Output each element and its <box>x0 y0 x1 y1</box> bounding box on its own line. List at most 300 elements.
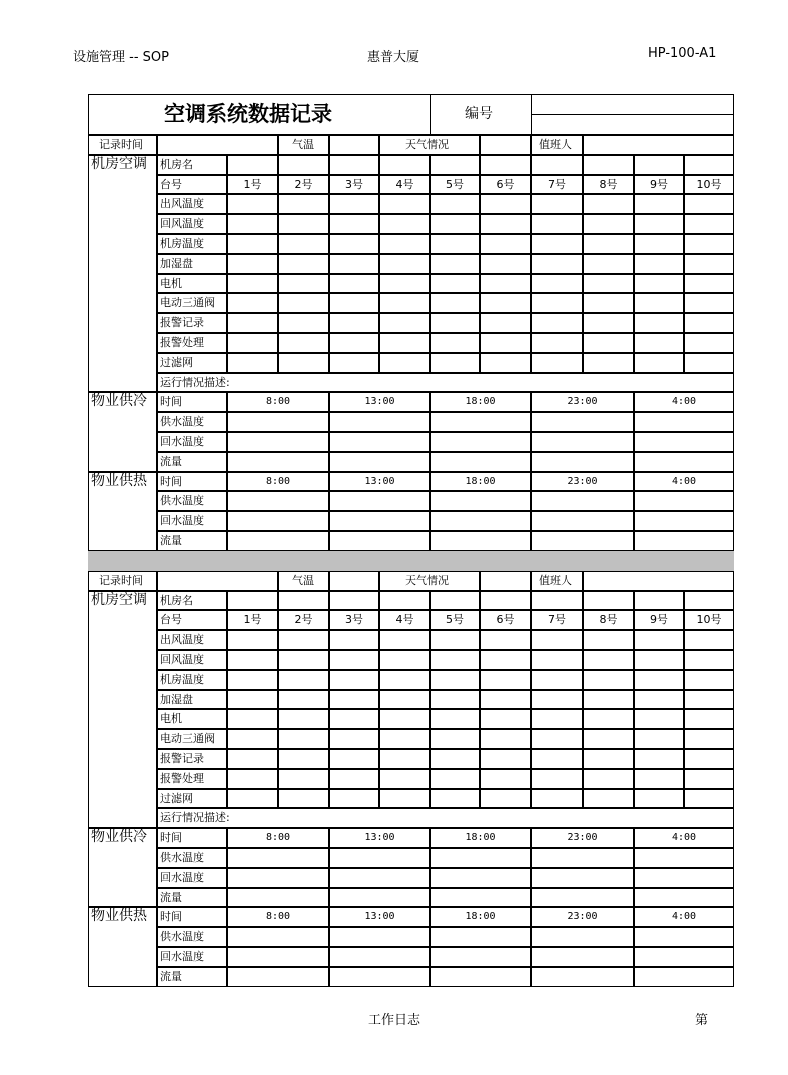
param-value-cell[interactable] <box>684 650 734 670</box>
cooling-value-cell[interactable] <box>634 452 734 472</box>
param-value-cell[interactable] <box>531 274 583 294</box>
heating-value-cell[interactable] <box>329 511 430 531</box>
param-value-cell[interactable] <box>227 214 278 234</box>
param-value-cell[interactable] <box>684 313 734 333</box>
heating-value-cell[interactable] <box>430 927 531 947</box>
cooling-value-cell[interactable] <box>531 848 634 868</box>
param-value-cell[interactable] <box>430 729 480 749</box>
cooling-value-cell[interactable] <box>329 868 430 888</box>
param-value-cell[interactable] <box>227 313 278 333</box>
param-value-cell[interactable] <box>379 670 430 690</box>
heating-value-cell[interactable] <box>329 947 430 967</box>
param-value-cell[interactable] <box>278 729 329 749</box>
param-value-cell[interactable] <box>583 234 634 254</box>
param-value-cell[interactable] <box>227 194 278 214</box>
param-label-5: 电机 <box>160 712 182 726</box>
param-value-cell[interactable] <box>634 194 684 214</box>
param-value-cell[interactable] <box>531 670 583 690</box>
cooling-value-cell[interactable] <box>634 888 734 908</box>
footer-center: 工作日志 <box>368 1013 421 1028</box>
room-name-value-9[interactable] <box>634 591 684 611</box>
unit-header-9: 9号 <box>650 613 668 627</box>
code-value-bottom[interactable] <box>531 114 734 135</box>
cooling-value-cell[interactable] <box>531 452 634 472</box>
room-name-value-6[interactable] <box>480 155 531 175</box>
cooling-value-cell[interactable] <box>329 888 430 908</box>
heating-value-cell[interactable] <box>634 927 734 947</box>
param-value-cell[interactable] <box>329 690 379 710</box>
param-value-cell[interactable] <box>583 670 634 690</box>
param-value-cell[interactable] <box>430 313 480 333</box>
param-value-cell[interactable] <box>278 214 329 234</box>
unit-label: 台号 <box>160 613 182 627</box>
cooling-value-cell[interactable] <box>227 452 329 472</box>
room-name-value-9[interactable] <box>634 155 684 175</box>
param-value-cell[interactable] <box>379 789 430 809</box>
param-value-cell[interactable] <box>583 690 634 710</box>
param-value-cell[interactable] <box>480 293 531 313</box>
cooling-value-cell[interactable] <box>430 452 531 472</box>
param-value-cell[interactable] <box>227 769 278 789</box>
cooling-value-cell[interactable] <box>430 432 531 452</box>
param-value-cell[interactable] <box>531 709 583 729</box>
param-value-cell[interactable] <box>480 234 531 254</box>
unit-header-8: 8号 <box>599 177 618 191</box>
param-value-cell[interactable] <box>684 333 734 353</box>
param-value-cell[interactable] <box>227 293 278 313</box>
param-value-cell[interactable] <box>583 333 634 353</box>
room-name-value-3[interactable] <box>329 591 379 611</box>
param-value-cell[interactable] <box>329 769 379 789</box>
param-label-4: 加湿盘 <box>160 692 193 706</box>
param-value-cell[interactable] <box>379 214 430 234</box>
param-value-cell[interactable] <box>583 254 634 274</box>
heating-value-cell[interactable] <box>430 947 531 967</box>
param-value-cell[interactable] <box>278 254 329 274</box>
cooling-value-cell[interactable] <box>227 868 329 888</box>
param-value-cell[interactable] <box>684 214 734 234</box>
param-value-cell[interactable] <box>329 274 379 294</box>
room-name-value-1[interactable] <box>227 155 278 175</box>
info-value-cell[interactable] <box>583 571 734 591</box>
heating-value-cell[interactable] <box>531 511 634 531</box>
param-value-cell[interactable] <box>227 690 278 710</box>
heating-value-cell[interactable] <box>227 511 329 531</box>
param-value-cell[interactable] <box>329 234 379 254</box>
param-value-cell[interactable] <box>480 353 531 373</box>
code-value-top[interactable] <box>531 94 734 115</box>
param-value-cell[interactable] <box>430 690 480 710</box>
param-value-cell[interactable] <box>227 789 278 809</box>
info-value-cell[interactable] <box>583 135 734 155</box>
param-value-cell[interactable] <box>634 789 684 809</box>
heating-time-5: 4:00 <box>671 911 697 923</box>
param-value-cell[interactable] <box>531 749 583 769</box>
param-value-cell[interactable] <box>278 353 329 373</box>
param-value-cell[interactable] <box>379 769 430 789</box>
param-value-cell[interactable] <box>430 274 480 294</box>
cooling-value-cell[interactable] <box>227 432 329 452</box>
param-value-cell[interactable] <box>531 234 583 254</box>
param-value-cell[interactable] <box>480 650 531 670</box>
heating-value-cell[interactable] <box>634 531 734 551</box>
param-value-cell[interactable] <box>227 670 278 690</box>
record-time-label: 记录时间 <box>99 573 143 587</box>
heating-value-cell[interactable] <box>634 511 734 531</box>
param-value-cell[interactable] <box>684 769 734 789</box>
room-name-value-5[interactable] <box>430 155 480 175</box>
param-value-cell[interactable] <box>430 254 480 274</box>
room-name-value-4[interactable] <box>379 155 430 175</box>
cooling-value-cell[interactable] <box>634 848 734 868</box>
param-value-cell[interactable] <box>379 313 430 333</box>
heating-value-cell[interactable] <box>227 927 329 947</box>
heating-value-cell[interactable] <box>531 947 634 967</box>
cooling-time-4: 23:00 <box>567 396 598 408</box>
heating-value-cell[interactable] <box>227 967 329 987</box>
param-value-cell[interactable] <box>227 353 278 373</box>
param-value-cell[interactable] <box>634 353 684 373</box>
info-value-cell[interactable] <box>329 571 379 591</box>
heating-value-cell[interactable] <box>430 511 531 531</box>
param-value-cell[interactable] <box>278 670 329 690</box>
param-value-cell[interactable] <box>684 254 734 274</box>
param-value-cell[interactable] <box>329 670 379 690</box>
param-value-cell[interactable] <box>379 650 430 670</box>
param-value-cell[interactable] <box>531 650 583 670</box>
param-value-cell[interactable] <box>379 353 430 373</box>
param-value-cell[interactable] <box>480 789 531 809</box>
param-value-cell[interactable] <box>379 293 430 313</box>
param-value-cell[interactable] <box>634 709 684 729</box>
heating-value-cell[interactable] <box>634 491 734 511</box>
param-value-cell[interactable] <box>329 749 379 769</box>
param-value-cell[interactable] <box>684 690 734 710</box>
temperature-label: 气温 <box>292 138 314 151</box>
param-value-cell[interactable] <box>227 650 278 670</box>
param-value-cell[interactable] <box>430 749 480 769</box>
cooling-value-cell[interactable] <box>329 432 430 452</box>
cooling-value-cell[interactable] <box>430 412 531 432</box>
param-value-cell[interactable] <box>583 313 634 333</box>
param-value-cell[interactable] <box>379 630 430 650</box>
heating-value-cell[interactable] <box>531 531 634 551</box>
param-value-cell[interactable] <box>278 274 329 294</box>
heating-value-cell[interactable] <box>329 491 430 511</box>
footer-right: 第 <box>695 1013 709 1028</box>
info-value-cell[interactable] <box>157 135 278 155</box>
param-value-cell[interactable] <box>379 274 430 294</box>
param-value-cell[interactable] <box>634 293 684 313</box>
param-value-cell[interactable] <box>684 749 734 769</box>
cooling-value-cell[interactable] <box>531 432 634 452</box>
param-value-cell[interactable] <box>634 630 684 650</box>
param-value-cell[interactable] <box>684 274 734 294</box>
param-value-cell[interactable] <box>227 749 278 769</box>
cooling-time-5: 4:00 <box>671 396 697 408</box>
param-value-cell[interactable] <box>329 254 379 274</box>
cooling-value-cell[interactable] <box>430 848 531 868</box>
header-left: 设施管理 -- SOP <box>73 50 169 65</box>
param-value-cell[interactable] <box>531 690 583 710</box>
heating-value-cell[interactable] <box>430 531 531 551</box>
param-value-cell[interactable] <box>480 749 531 769</box>
cooling-row-label-3: 流量 <box>160 454 182 468</box>
param-value-cell[interactable] <box>583 214 634 234</box>
cooling-time-1: 8:00 <box>265 832 291 844</box>
cooling-value-cell[interactable] <box>227 848 329 868</box>
param-value-cell[interactable] <box>430 194 480 214</box>
param-value-cell[interactable] <box>634 769 684 789</box>
room-name-value-10[interactable] <box>684 591 734 611</box>
param-value-cell[interactable] <box>684 670 734 690</box>
on-duty-label: 值班人 <box>539 573 572 587</box>
param-value-cell[interactable] <box>430 214 480 234</box>
heating-row-label-3: 流量 <box>160 969 182 983</box>
param-value-cell[interactable] <box>329 214 379 234</box>
operation-description-label: 运行情况描述: <box>160 811 230 825</box>
heating-value-cell[interactable] <box>227 491 329 511</box>
room-name-value-10[interactable] <box>684 155 734 175</box>
param-value-cell[interactable] <box>278 690 329 710</box>
param-value-cell[interactable] <box>480 769 531 789</box>
param-value-cell[interactable] <box>480 313 531 333</box>
param-value-cell[interactable] <box>684 234 734 254</box>
heating-value-cell[interactable] <box>227 947 329 967</box>
param-value-cell[interactable] <box>531 254 583 274</box>
param-value-cell[interactable] <box>480 214 531 234</box>
param-value-cell[interactable] <box>379 749 430 769</box>
param-value-cell[interactable] <box>379 254 430 274</box>
param-value-cell[interactable] <box>379 234 430 254</box>
param-value-cell[interactable] <box>634 313 684 333</box>
cooling-value-cell[interactable] <box>329 848 430 868</box>
param-value-cell[interactable] <box>430 353 480 373</box>
operation-description-cell[interactable] <box>157 373 734 393</box>
param-value-cell[interactable] <box>531 769 583 789</box>
param-value-cell[interactable] <box>278 749 329 769</box>
param-value-cell[interactable] <box>227 254 278 274</box>
param-value-cell[interactable] <box>634 254 684 274</box>
heating-value-cell[interactable] <box>531 927 634 947</box>
param-value-cell[interactable] <box>430 293 480 313</box>
param-value-cell[interactable] <box>480 194 531 214</box>
param-value-cell[interactable] <box>278 293 329 313</box>
param-value-cell[interactable] <box>634 749 684 769</box>
param-value-cell[interactable] <box>583 769 634 789</box>
param-value-cell[interactable] <box>278 650 329 670</box>
record-time-label: 记录时间 <box>99 138 143 151</box>
heating-value-cell[interactable] <box>531 491 634 511</box>
param-value-cell[interactable] <box>278 234 329 254</box>
cooling-value-cell[interactable] <box>634 432 734 452</box>
param-value-cell[interactable] <box>278 194 329 214</box>
room-name-value-7[interactable] <box>531 591 583 611</box>
param-value-cell[interactable] <box>480 630 531 650</box>
param-value-cell[interactable] <box>684 729 734 749</box>
param-value-cell[interactable] <box>634 214 684 234</box>
param-value-cell[interactable] <box>684 353 734 373</box>
unit-header-3: 3号 <box>345 613 363 627</box>
heating-value-cell[interactable] <box>430 491 531 511</box>
cooling-value-cell[interactable] <box>634 868 734 888</box>
room-name-value-2[interactable] <box>278 591 329 611</box>
param-value-cell[interactable] <box>531 353 583 373</box>
room-name-value-6[interactable] <box>480 591 531 611</box>
heating-value-cell[interactable] <box>634 967 734 987</box>
param-value-cell[interactable] <box>379 729 430 749</box>
cooling-value-cell[interactable] <box>531 888 634 908</box>
cooling-value-cell[interactable] <box>329 412 430 432</box>
param-value-cell[interactable] <box>583 293 634 313</box>
param-value-cell[interactable] <box>480 729 531 749</box>
room-name-value-7[interactable] <box>531 155 583 175</box>
param-value-cell[interactable] <box>531 214 583 234</box>
param-value-cell[interactable] <box>634 729 684 749</box>
param-value-cell[interactable] <box>480 670 531 690</box>
param-value-cell[interactable] <box>329 709 379 729</box>
room-name-value-8[interactable] <box>583 155 634 175</box>
param-value-cell[interactable] <box>329 353 379 373</box>
param-value-cell[interactable] <box>480 690 531 710</box>
cooling-row-label-2: 回水温度 <box>160 435 204 448</box>
param-value-cell[interactable] <box>430 650 480 670</box>
param-value-cell[interactable] <box>379 333 430 353</box>
param-value-cell[interactable] <box>480 333 531 353</box>
param-value-cell[interactable] <box>329 650 379 670</box>
param-value-cell[interactable] <box>278 789 329 809</box>
header-center: 惠普大厦 <box>367 50 420 65</box>
param-value-cell[interactable] <box>278 769 329 789</box>
heating-value-cell[interactable] <box>329 927 430 947</box>
cooling-time-label: 时间 <box>160 831 182 845</box>
heating-time-3: 18:00 <box>465 475 496 487</box>
param-value-cell[interactable] <box>531 194 583 214</box>
param-value-cell[interactable] <box>531 313 583 333</box>
param-value-cell[interactable] <box>329 729 379 749</box>
heating-value-cell[interactable] <box>329 531 430 551</box>
room-name-value-4[interactable] <box>379 591 430 611</box>
param-value-cell[interactable] <box>430 769 480 789</box>
param-value-cell[interactable] <box>531 630 583 650</box>
param-value-cell[interactable] <box>684 293 734 313</box>
cooling-value-cell[interactable] <box>430 888 531 908</box>
param-value-cell[interactable] <box>379 194 430 214</box>
param-value-cell[interactable] <box>634 650 684 670</box>
param-value-cell[interactable] <box>583 274 634 294</box>
cooling-value-cell[interactable] <box>531 412 634 432</box>
param-value-cell[interactable] <box>583 789 634 809</box>
info-value-cell[interactable] <box>157 571 278 591</box>
param-value-cell[interactable] <box>634 690 684 710</box>
info-value-cell[interactable] <box>480 135 531 155</box>
param-value-cell[interactable] <box>583 353 634 373</box>
cooling-value-cell[interactable] <box>227 888 329 908</box>
room-name-value-8[interactable] <box>583 591 634 611</box>
unit-header-5: 5号 <box>446 613 464 627</box>
heating-value-cell[interactable] <box>531 967 634 987</box>
param-value-cell[interactable] <box>480 254 531 274</box>
unit-header-3: 3号 <box>345 177 363 191</box>
cooling-row-label-3: 流量 <box>160 890 182 904</box>
param-value-cell[interactable] <box>531 333 583 353</box>
param-value-cell[interactable] <box>379 709 430 729</box>
param-value-cell[interactable] <box>227 630 278 650</box>
cooling-value-cell[interactable] <box>634 412 734 432</box>
param-value-cell[interactable] <box>634 670 684 690</box>
param-value-cell[interactable] <box>430 630 480 650</box>
operation-description-cell[interactable] <box>157 808 734 828</box>
param-value-cell[interactable] <box>278 630 329 650</box>
room-name-value-3[interactable] <box>329 155 379 175</box>
param-value-cell[interactable] <box>227 234 278 254</box>
param-value-cell[interactable] <box>430 670 480 690</box>
param-value-cell[interactable] <box>684 709 734 729</box>
heating-value-cell[interactable] <box>634 947 734 967</box>
param-value-cell[interactable] <box>430 234 480 254</box>
param-value-cell[interactable] <box>583 194 634 214</box>
param-value-cell[interactable] <box>329 194 379 214</box>
param-value-cell[interactable] <box>278 709 329 729</box>
param-value-cell[interactable] <box>634 333 684 353</box>
param-value-cell[interactable] <box>583 709 634 729</box>
param-label-4: 加湿盘 <box>160 256 193 270</box>
param-value-cell[interactable] <box>329 293 379 313</box>
param-value-cell[interactable] <box>430 709 480 729</box>
param-value-cell[interactable] <box>480 274 531 294</box>
param-value-cell[interactable] <box>583 749 634 769</box>
param-value-cell[interactable] <box>379 690 430 710</box>
param-value-cell[interactable] <box>430 333 480 353</box>
param-value-cell[interactable] <box>227 274 278 294</box>
heating-value-cell[interactable] <box>430 967 531 987</box>
room-name-value-5[interactable] <box>430 591 480 611</box>
param-value-cell[interactable] <box>278 333 329 353</box>
param-value-cell[interactable] <box>684 194 734 214</box>
param-value-cell[interactable] <box>531 293 583 313</box>
room-name-value-2[interactable] <box>278 155 329 175</box>
param-value-cell[interactable] <box>329 333 379 353</box>
param-value-cell[interactable] <box>684 630 734 650</box>
param-value-cell[interactable] <box>531 789 583 809</box>
param-value-cell[interactable] <box>329 789 379 809</box>
info-value-cell[interactable] <box>480 571 531 591</box>
heating-value-cell[interactable] <box>227 531 329 551</box>
param-value-cell[interactable] <box>583 630 634 650</box>
cooling-value-cell[interactable] <box>329 452 430 472</box>
param-value-cell[interactable] <box>583 729 634 749</box>
cooling-value-cell[interactable] <box>531 868 634 888</box>
param-value-cell[interactable] <box>329 630 379 650</box>
param-value-cell[interactable] <box>634 274 684 294</box>
param-value-cell[interactable] <box>634 234 684 254</box>
param-value-cell[interactable] <box>227 729 278 749</box>
param-value-cell[interactable] <box>227 709 278 729</box>
cooling-value-cell[interactable] <box>227 412 329 432</box>
param-value-cell[interactable] <box>583 650 634 670</box>
param-value-cell[interactable] <box>684 789 734 809</box>
param-value-cell[interactable] <box>430 789 480 809</box>
param-value-cell[interactable] <box>227 333 278 353</box>
room-name-value-1[interactable] <box>227 591 278 611</box>
info-value-cell[interactable] <box>329 135 379 155</box>
param-value-cell[interactable] <box>480 709 531 729</box>
param-value-cell[interactable] <box>531 729 583 749</box>
cooling-value-cell[interactable] <box>430 868 531 888</box>
param-value-cell[interactable] <box>329 313 379 333</box>
param-value-cell[interactable] <box>278 313 329 333</box>
heating-value-cell[interactable] <box>329 967 430 987</box>
